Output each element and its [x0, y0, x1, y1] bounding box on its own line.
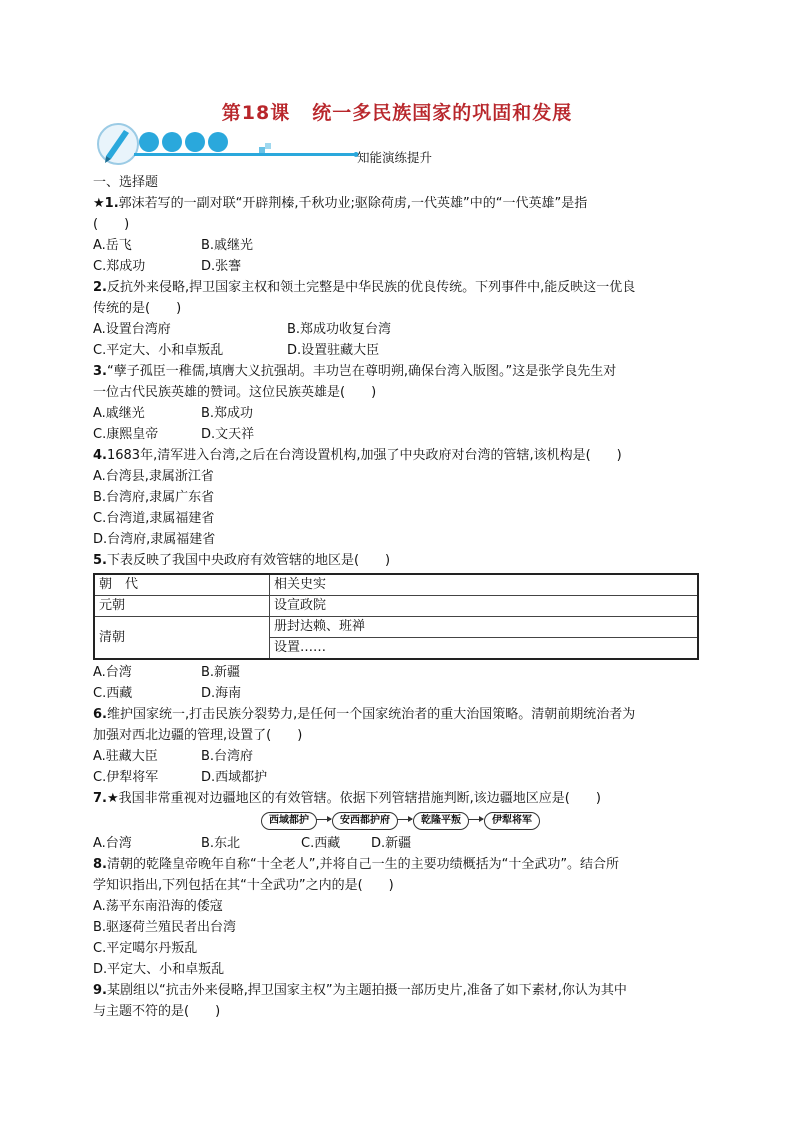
question-8-stem-cont: 学知识指出,下列包括在其“十全武功”之内的是( ) — [93, 878, 394, 893]
option-a[interactable]: A.设置台湾府 — [93, 322, 171, 337]
question-5-stem: 5.下表反映了我国中央政府有效管辖的地区是( ) — [93, 553, 391, 568]
question-7-stem: 7.★我国非常重视对边疆地区的有效管辖。依据下列管辖措施判断,该边疆地区应是( ) — [93, 791, 601, 806]
arrow-icon — [468, 819, 483, 820]
option-d[interactable]: D.张謇 — [201, 259, 242, 274]
question-9-stem: 9.某剧组以“抗击外来侵略,捍卫国家主权”为主题拍摄一部历史片,准备了如下素材,你认为其中 — [93, 983, 627, 998]
question-3-stem: 3.“孽子孤臣一稚儒,填膺大义抗强胡。丰功岂在尊明朔,确保台湾入版图。”这是张学良先生对 — [93, 364, 617, 379]
option-b[interactable]: B.驱逐荷兰殖民者出台湾 — [93, 920, 237, 935]
option-c[interactable]: C.伊犁将军 — [93, 770, 159, 785]
option-a[interactable]: A.岳飞 — [93, 238, 132, 253]
section-heading: 一、选择题 — [93, 175, 159, 190]
option-c[interactable]: C.平定噶尔丹叛乱 — [93, 941, 198, 956]
table-cell: 设宣政院 — [270, 596, 699, 617]
flow-step: 西域都护 — [261, 812, 317, 830]
option-a[interactable]: A.荡平东南沿海的倭寇 — [93, 899, 223, 914]
option-b[interactable]: B.台湾府 — [201, 749, 254, 764]
question-2-stem-cont: 传统的是( ) — [93, 301, 182, 316]
question-3-stem-cont: 一位古代民族英雄的赞词。这位民族英雄是( ) — [93, 385, 377, 400]
table-cell: 清朝 — [94, 617, 270, 660]
measures-flowchart — [93, 809, 703, 833]
banner-dot — [162, 132, 182, 152]
question-6-stem: 6.维护国家统一,打击民族分裂势力,是任何一个国家统治者的重大治国策略。清朝前期统治者为 — [93, 707, 636, 722]
question-4-stem: 4.1683年,清军进入台湾,之后在台湾设置机构,加强了中央政府对台湾的管辖,该机构是( ) — [93, 448, 622, 463]
question-list — [93, 172, 703, 1022]
question-5-options — [93, 662, 703, 683]
question-6-stem-cont: 加强对西北边疆的管理,设置了( ) — [93, 728, 303, 743]
option-a[interactable]: A.驻藏大臣 — [93, 749, 158, 764]
option-d[interactable]: D.西域都护 — [201, 770, 268, 785]
option-c[interactable]: C.郑成功 — [93, 259, 146, 274]
arrow-icon — [316, 819, 331, 820]
banner-dot — [185, 132, 205, 152]
question-8-stem: 8.清朝的乾隆皇帝晚年自称“十全老人”,并将自己一生的主要功绩概括为“十全武功”。结合所 — [93, 857, 620, 872]
table-cell: 设置…… — [270, 638, 699, 660]
option-a[interactable]: A.戚继光 — [93, 406, 145, 421]
option-b[interactable]: B.新疆 — [201, 665, 241, 680]
option-c[interactable]: C.台湾道,隶属福建省 — [93, 511, 215, 526]
table-cell: 元朝 — [94, 596, 270, 617]
option-d[interactable]: D.台湾府,隶属福建省 — [93, 532, 216, 547]
question-6-options — [93, 746, 703, 767]
banner-dot — [139, 132, 159, 152]
option-d[interactable]: D.海南 — [201, 686, 242, 701]
option-c[interactable]: C.西藏 — [93, 686, 133, 701]
table-cell: 册封达赖、班禅 — [270, 617, 699, 638]
question-7-options — [93, 833, 703, 854]
question-1-stem: ★1.郭沫若写的一副对联“开辟荆榛,千秋功业;驱除荷虏,一代英雄”中的“一代英雄”是指 — [93, 196, 588, 211]
question-2-options — [93, 319, 703, 340]
arrow-icon — [397, 819, 412, 820]
section-banner — [94, 122, 514, 170]
question-9-stem-cont: 与主题不符的是( ) — [93, 1004, 221, 1019]
question-1-options — [93, 235, 703, 256]
question-1-paren: ( ) — [93, 217, 130, 232]
option-b[interactable]: B.郑成功收复台湾 — [287, 322, 392, 337]
option-d[interactable]: D.文天祥 — [201, 427, 255, 442]
flow-step: 安西都护府 — [332, 812, 398, 830]
option-c[interactable]: C.平定大、小和卓叛乱 — [93, 343, 224, 358]
history-table — [93, 573, 699, 660]
option-b[interactable]: B.戚继光 — [201, 238, 254, 253]
banner-label: 知能演练提升 — [357, 150, 433, 165]
option-b[interactable]: B.东北 — [201, 836, 241, 851]
question-3-options — [93, 403, 703, 424]
option-a[interactable]: A.台湾 — [93, 665, 132, 680]
banner-dot — [208, 132, 228, 152]
option-d[interactable]: D.平定大、小和卓叛乱 — [93, 962, 225, 977]
page-title: 第18课 统一多民族国家的巩固和发展 — [221, 102, 573, 124]
option-b[interactable]: B.台湾府,隶属广东省 — [93, 490, 215, 505]
option-d[interactable]: D.设置驻藏大臣 — [287, 343, 380, 358]
option-b[interactable]: B.郑成功 — [201, 406, 254, 421]
flow-step: 伊犁将军 — [484, 812, 540, 830]
option-d[interactable]: D.新疆 — [371, 836, 412, 851]
table-header: 相关史实 — [270, 574, 699, 596]
question-2-stem: 2.反抗外来侵略,捍卫国家主权和领土完整是中华民族的优良传统。下列事件中,能反映这一优良 — [93, 280, 636, 295]
option-c[interactable]: C.西藏 — [301, 836, 341, 851]
option-c[interactable]: C.康熙皇帝 — [93, 427, 159, 442]
option-a[interactable]: A.台湾县,隶属浙江省 — [93, 469, 214, 484]
flow-step: 乾隆平叛 — [413, 812, 469, 830]
option-a[interactable]: A.台湾 — [93, 836, 132, 851]
table-header: 朝 代 — [94, 574, 270, 596]
